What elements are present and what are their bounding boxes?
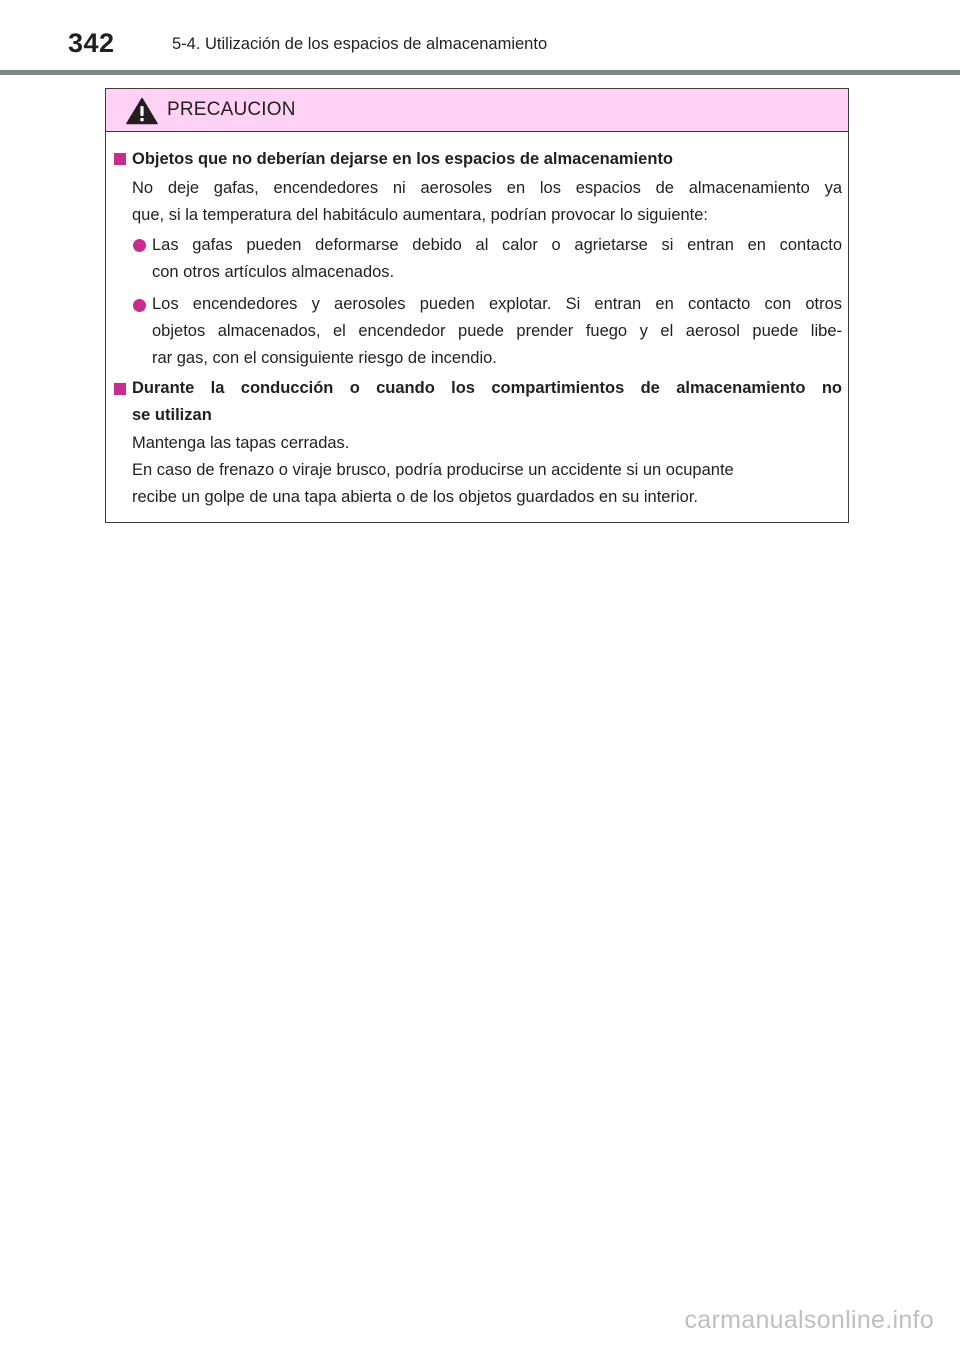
section-heading-line: Objetos que no deberían dejarse en los espacios de almacenamiento <box>132 150 674 168</box>
section-heading <box>132 146 844 173</box>
paragraph-line: que, si la temperatura del habitáculo aumentara, podrían provocar lo siguiente: <box>132 206 709 224</box>
section-heading <box>132 375 842 429</box>
header-rule <box>0 70 960 75</box>
section-heading-line: Durante la conducción o cuando los compartimientos de almacenamiento no <box>132 379 842 397</box>
round-bullet-icon <box>133 299 146 312</box>
warning-triangle-icon <box>126 97 158 125</box>
page-number: 342 <box>68 28 115 58</box>
section-heading-line: se utilizan <box>132 406 212 424</box>
list-item <box>152 291 842 372</box>
caution-header <box>106 89 848 132</box>
round-bullet-icon <box>133 239 146 252</box>
caution-box <box>105 88 849 523</box>
list-item-line: Las gafas pueden deformarse debido al calor o agrietarse si entran en contacto <box>152 236 842 254</box>
list-item <box>152 232 842 286</box>
paragraph-line: recibe un golpe de una tapa abierta o de los objetos guardados en su interior. <box>132 488 698 506</box>
list-item-line: objetos almacenados, el encendedor puede prender fuego y el aerosol puede libe- <box>152 322 842 340</box>
watermark: carmanualsonline.info <box>684 1306 934 1334</box>
caution-title: PRECAUCION <box>167 99 296 120</box>
section-paragraph <box>132 430 842 511</box>
section-title: 5-4. Utilización de los espacios de almacenamiento <box>172 35 548 53</box>
paragraph-line: Mantenga las tapas cerradas. <box>132 434 350 452</box>
list-item-line: con otros artículos almacenados. <box>152 263 395 281</box>
paragraph-line: No deje gafas, encendedores ni aerosoles en los espacios de almacenamiento ya <box>132 179 842 197</box>
paragraph-line: En caso de frenazo o viraje brusco, podría producirse un accidente si un ocupante <box>132 461 734 479</box>
square-bullet-icon <box>114 153 126 165</box>
list-item-line: Los encendedores y aerosoles pueden explotar. Si entran en contacto con otros <box>152 295 842 313</box>
page-header <box>0 0 960 76</box>
list-item-line: rar gas, con el consiguiente riesgo de incendio. <box>152 349 497 367</box>
section-paragraph <box>132 175 842 229</box>
square-bullet-icon <box>114 383 126 395</box>
